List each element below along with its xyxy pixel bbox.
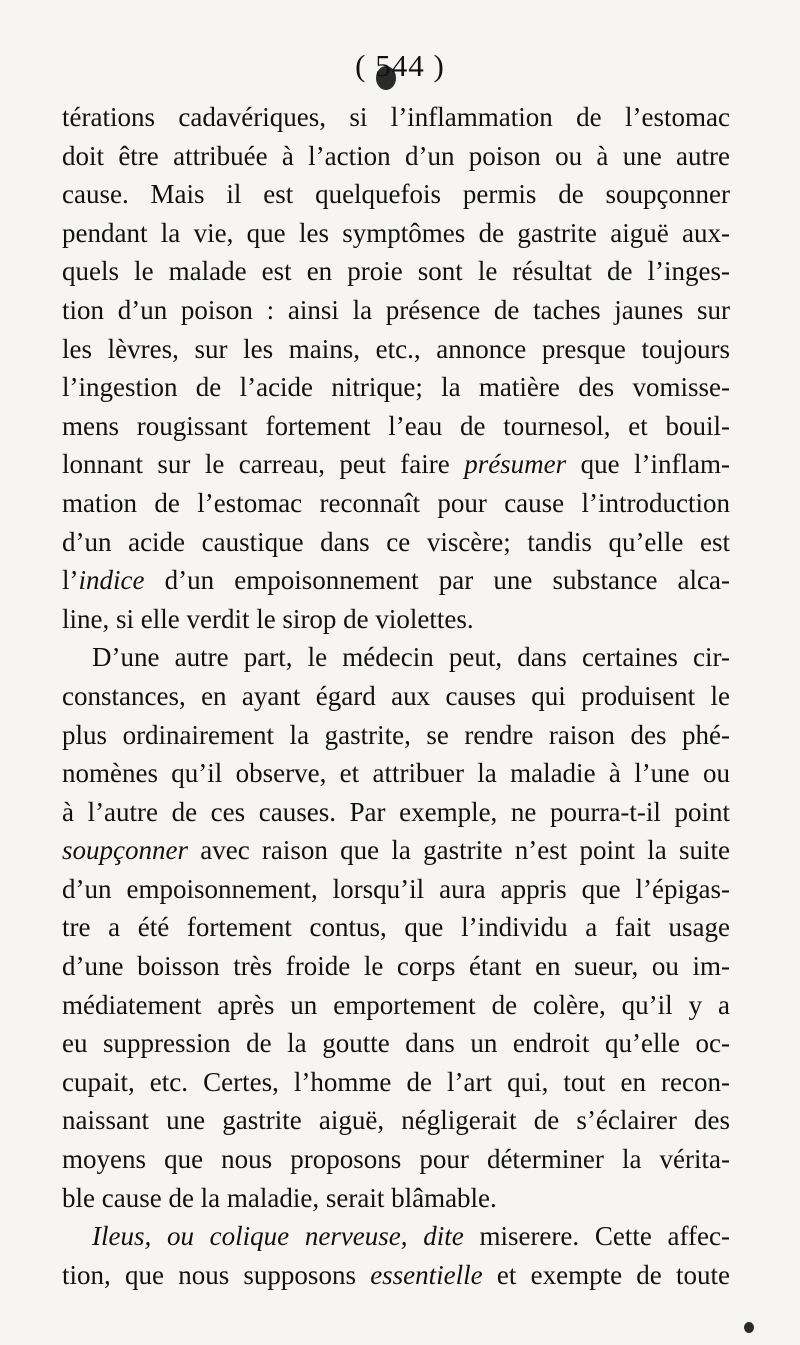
text-line: tre a été fortement contus, que l’individu a fait usage — [62, 912, 730, 943]
text-line: à l’autre de ces causes. Par exemple, ne pourra-t-il point — [62, 796, 730, 827]
text-line: térations cadavériques, si l’inflammation de l’estomac — [62, 102, 730, 132]
text-line: tion d’un poison : ainsi la présence de taches jaunes sur — [62, 294, 730, 325]
text-segment: d’un empoisonnement par une substance alca- — [144, 565, 730, 596]
text-line — [62, 831, 730, 870]
text-line — [62, 1217, 730, 1256]
text-segment: miserere. Cette affec- — [463, 1221, 730, 1252]
text-line — [62, 1256, 730, 1295]
text-segment: que l’inflam- — [566, 449, 731, 480]
text-line — [62, 561, 730, 600]
text-line: d’une boisson très froide le corps étant en sueur, ou im- — [62, 951, 730, 982]
text-line: constances, en ayant égard aux causes qui produisent le — [62, 680, 730, 711]
text-line: nomènes qu’il observe, et attribuer la maladie à l’une ou — [62, 758, 730, 789]
text-line: doit être attribuée à l’action d’un poison ou à une autre — [62, 140, 730, 171]
text-line: D’une autre part, le médecin peut, dans certaines cir- — [92, 642, 730, 673]
text-segment: et exempte de toute — [482, 1259, 730, 1290]
text-line: moyens que nous proposons pour déterminer la vérita- — [62, 1144, 730, 1175]
text-line: line, si elle verdit le sirop de violettes. — [62, 603, 474, 634]
italic-text: soupçonner — [62, 835, 188, 866]
ink-spot — [744, 1322, 754, 1333]
text-line: d’un empoisonnement, lorsqu’il aura appris que l’épigas- — [62, 873, 730, 904]
text-line: pendant la vie, que les symptômes de gastrite aiguë aux- — [62, 217, 730, 248]
text-line: mation de l’estomac reconnaît pour cause l’introduction — [62, 487, 730, 518]
text-segment: l’ — [62, 565, 79, 596]
text-line: les lèvres, sur les mains, etc., annonce presque toujours — [62, 333, 730, 364]
italic-text: présumer — [464, 449, 567, 480]
body-text — [62, 98, 730, 1294]
text-line: ble cause de la maladie, serait blâmable. — [62, 1182, 497, 1213]
text-line: quels le malade est en proie sont le résultat de l’inges- — [62, 256, 730, 287]
text-line: plus ordinairement la gastrite, se rendre raison des phé- — [62, 719, 730, 750]
text-line: cause. Mais il est quelquefois permis de soupçonner — [62, 179, 730, 210]
text-line: eu suppression de la goutte dans un endroit qu’elle oc- — [62, 1028, 730, 1059]
text-line: d’un acide caustique dans ce viscère; tandis qu’elle est — [62, 526, 730, 557]
text-line: médiatement après un emportement de colère, qu’il y a — [62, 989, 730, 1020]
text-line: mens rougissant fortement l’eau de tournesol, et bouil- — [62, 410, 730, 441]
italic-text: indice — [78, 565, 145, 596]
text-line: l’ingestion de l’acide nitrique; la matière des vomisse- — [62, 372, 730, 403]
italic-text: Ileus, ou colique nerveuse, dite — [92, 1221, 464, 1252]
text-segment: avec raison que la gastrite n’est point la suite — [187, 835, 730, 866]
text-segment: lonnant sur le carreau, peut faire — [62, 449, 465, 480]
text-line: naissant une gastrite aiguë, négligerait de s’éclairer des — [62, 1105, 730, 1136]
text-segment: tion, que nous supposons — [62, 1259, 371, 1290]
text-line: cupait, etc. Certes, l’homme de l’art qui, tout en recon- — [62, 1066, 730, 1097]
text-line — [62, 445, 730, 484]
italic-text: essentielle — [370, 1259, 483, 1290]
page-number: ( 544 ) — [355, 48, 445, 83]
